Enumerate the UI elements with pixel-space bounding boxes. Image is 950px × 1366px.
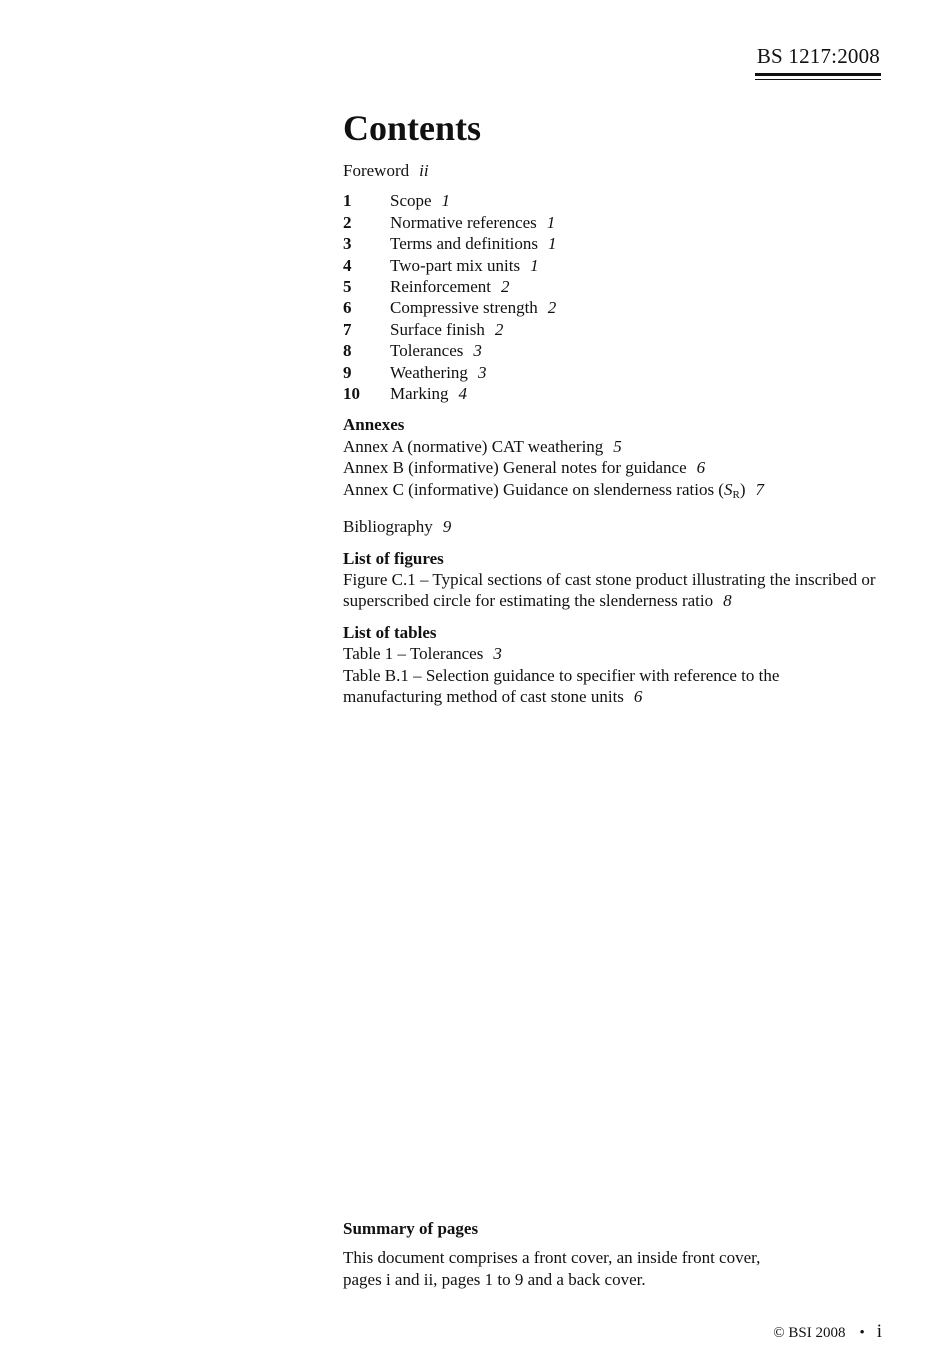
- symbol-subscript: R: [732, 488, 740, 501]
- toc-entry-clause[interactable]: [343, 383, 903, 404]
- tables-section: [343, 622, 843, 708]
- toc-label: Figure C.1 – Typical sections of cast stone product illustrating the inscribed or superscribed circle for estimating the slenderness ratio: [343, 569, 876, 611]
- clause-number: 10: [343, 384, 360, 404]
- toc-label: Terms and definitions: [390, 234, 539, 254]
- toc-page: 1: [548, 234, 557, 254]
- toc-label: Annex B (informative) General notes for guidance: [343, 458, 687, 478]
- toc-label: Tolerances: [390, 341, 464, 361]
- toc-entry-table[interactable]: [343, 643, 843, 664]
- toc-label: Two-part mix units: [390, 255, 521, 275]
- figures-heading: List of figures: [343, 548, 444, 568]
- toc-page: 5: [613, 436, 622, 456]
- clause-number: 3: [343, 234, 352, 254]
- toc-label-end: ): [739, 479, 746, 499]
- standard-code: BS 1217:2008: [756, 44, 880, 68]
- toc-page: 2: [501, 277, 510, 297]
- clause-number: 6: [343, 298, 352, 318]
- toc-entry-clause[interactable]: [343, 319, 903, 340]
- clause-number: 8: [343, 341, 352, 361]
- toc-page: 6: [633, 686, 643, 706]
- toc-page: 3: [477, 362, 487, 382]
- clause-number: 1: [343, 191, 352, 211]
- toc-entry-bibliography[interactable]: [343, 516, 903, 537]
- toc-label: Reinforcement: [390, 277, 492, 297]
- toc-label: Weathering: [390, 362, 468, 382]
- toc-label: Scope: [390, 191, 432, 211]
- toc-entry-clause[interactable]: [343, 255, 903, 276]
- summary-text-line: This document comprises a front cover, an inside front cover,: [343, 1248, 761, 1268]
- toc-entry-clause[interactable]: [343, 233, 903, 254]
- toc-page: 4: [458, 384, 468, 404]
- toc-page: 8: [723, 591, 732, 611]
- toc-entry-clause[interactable]: [343, 340, 903, 361]
- tables-heading: List of tables: [343, 622, 437, 642]
- toc-entry-clause[interactable]: [343, 276, 903, 297]
- contents-section: [343, 106, 903, 707]
- toc-page: 1: [530, 255, 539, 275]
- bullet-separator: •: [859, 1325, 865, 1341]
- toc-label: Table B.1 – Selection guidance to specifier with reference to the manufacturing method of cast stone units: [343, 665, 780, 706]
- figures-section: [343, 548, 903, 612]
- toc-entry-foreword[interactable]: [343, 160, 903, 181]
- toc-label: Annex A (normative) CAT weathering: [343, 436, 604, 456]
- toc-page: 2: [494, 319, 504, 339]
- header-rule-thin: [755, 79, 881, 80]
- toc-entry-table[interactable]: [343, 665, 843, 708]
- toc-label: Compressive strength: [390, 298, 538, 318]
- toc-label: Normative references: [390, 212, 537, 232]
- summary-heading: Summary of pages: [343, 1219, 479, 1238]
- copyright: © BSI 2008: [773, 1325, 846, 1341]
- toc-entry-clause[interactable]: [343, 212, 903, 233]
- annexes-heading: Annexes: [343, 415, 405, 435]
- page-footer: [773, 1321, 882, 1343]
- summary-text-line: pages i and ii, pages 1 to 9 and a back cover.: [343, 1269, 646, 1289]
- toc-label: Marking: [390, 384, 449, 404]
- toc-entry-clause[interactable]: [343, 190, 903, 211]
- clause-number: 9: [343, 362, 352, 382]
- toc-page: 2: [547, 298, 557, 318]
- annexes-section: [343, 414, 903, 506]
- toc-page: 3: [473, 341, 482, 361]
- toc-entry-annex[interactable]: [343, 457, 903, 478]
- toc-label: Annex C (informative) Guidance on slenderness ratios (: [343, 479, 724, 499]
- clause-number: 7: [343, 319, 352, 339]
- toc-page: 3: [493, 644, 502, 664]
- clause-number: 2: [343, 212, 352, 232]
- toc-label: Table 1 – Tolerances: [343, 644, 484, 664]
- toc-label: Bibliography: [343, 517, 433, 537]
- clause-number: 4: [343, 255, 352, 275]
- clause-number: 5: [343, 277, 352, 297]
- toc-page: 6: [696, 458, 706, 478]
- toc-entry-figure[interactable]: [343, 569, 903, 612]
- toc-entry-annex[interactable]: [343, 479, 903, 506]
- toc-entry-clause[interactable]: [343, 362, 903, 383]
- page-title: Contents: [343, 108, 482, 148]
- toc-entry-annex[interactable]: [343, 436, 903, 457]
- clause-list: [343, 190, 903, 404]
- toc-label: Surface finish: [390, 319, 485, 339]
- toc-label: Foreword: [343, 161, 410, 180]
- summary-section: [343, 1218, 883, 1290]
- toc-entry-clause[interactable]: [343, 297, 903, 318]
- toc-page: 7: [755, 479, 764, 499]
- toc-page: 1: [546, 212, 556, 232]
- toc-page: ii: [419, 161, 429, 180]
- toc-page: 1: [441, 191, 451, 211]
- toc-page: 9: [442, 517, 452, 537]
- symbol-s: S: [723, 479, 733, 499]
- page-number: i: [876, 1321, 882, 1342]
- header-rule-thick: [755, 73, 881, 76]
